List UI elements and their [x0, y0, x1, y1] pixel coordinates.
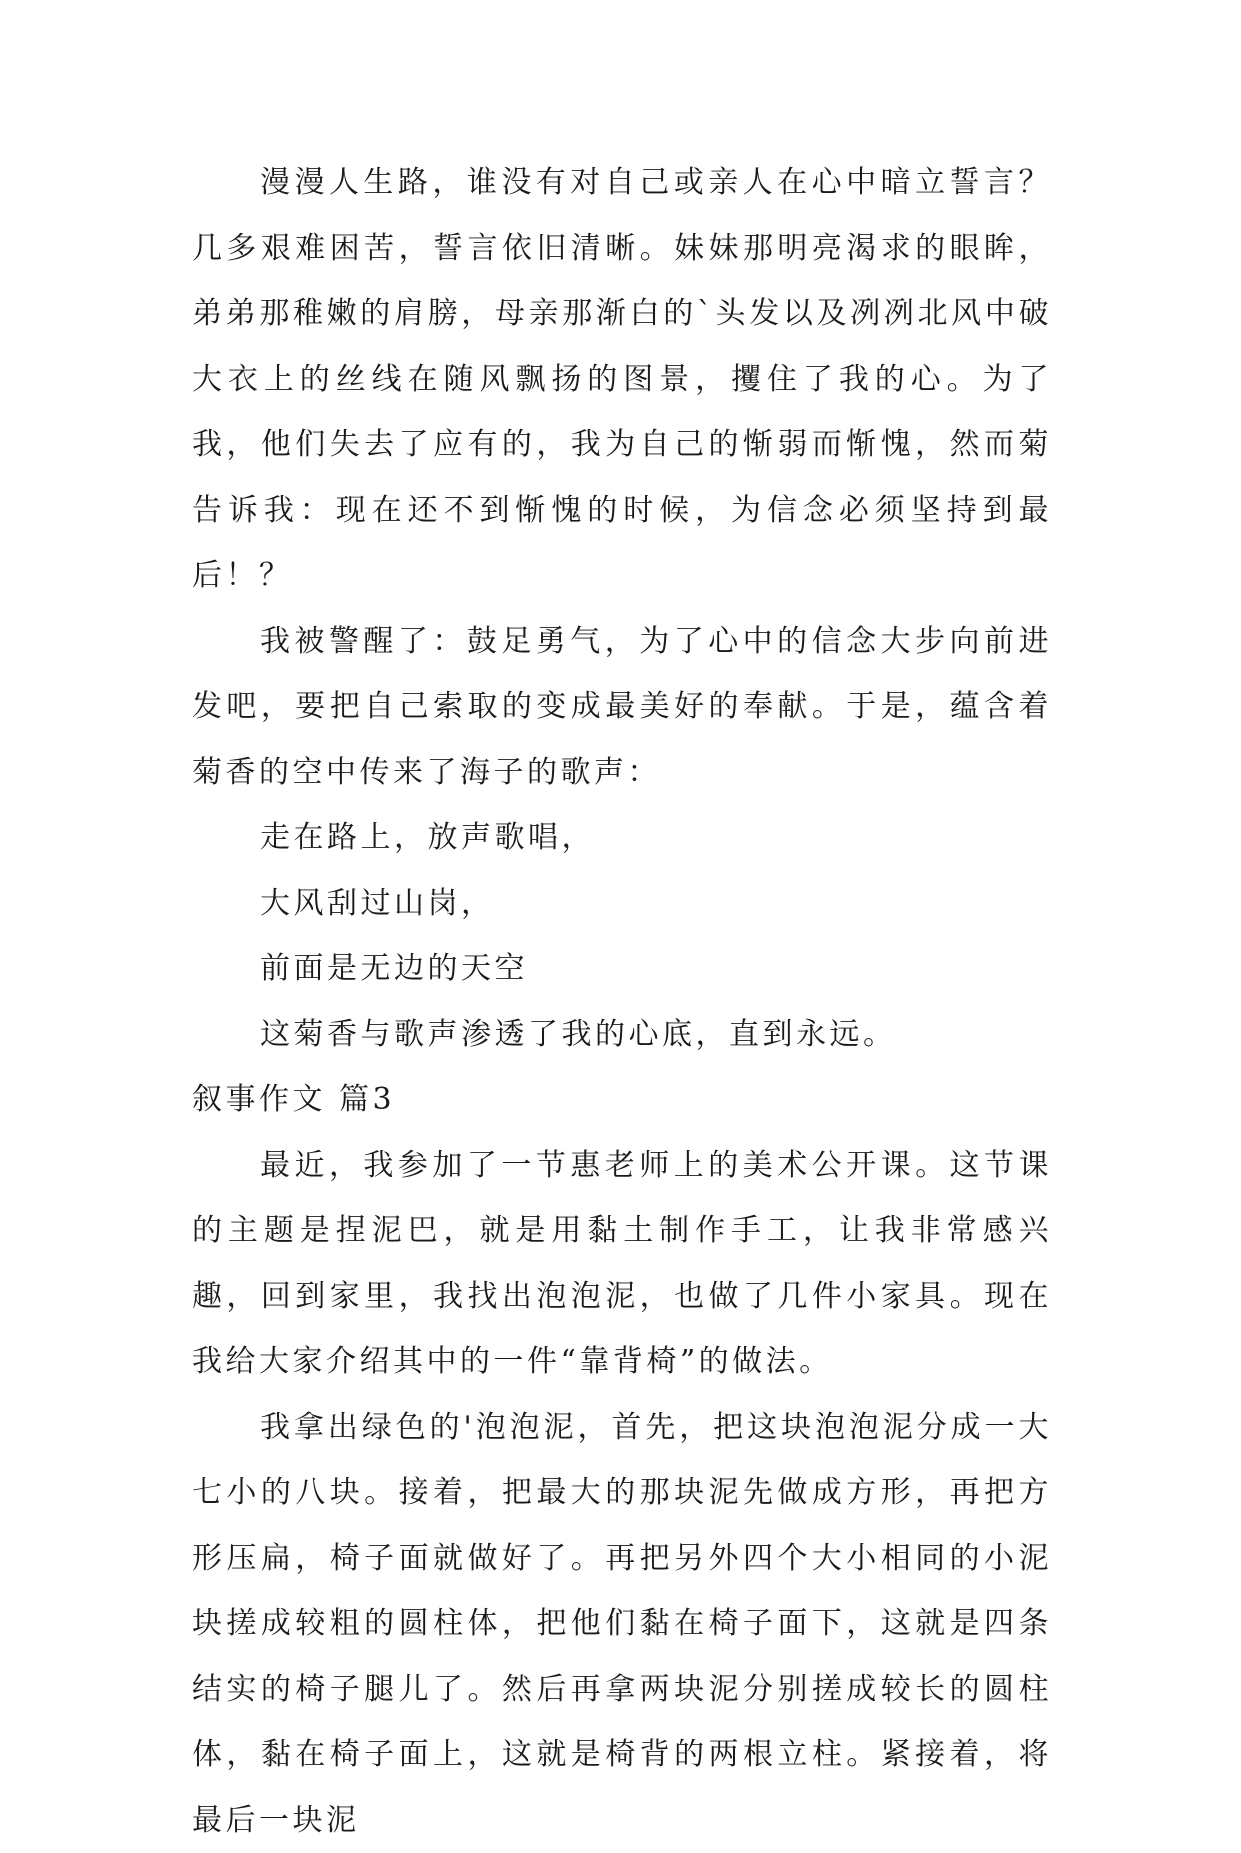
poem-line-1: 走在路上，放声歌唱，	[192, 805, 1052, 871]
document-page	[192, 150, 1052, 1853]
paragraph-closing: 这菊香与歌声渗透了我的心底，直到永远。	[192, 1002, 1052, 1068]
paragraph-chair-steps: 我拿出绿色的'泡泡泥，首先，把这块泡泡泥分成一大七小的八块。接着，把最大的那块泥先做成方形，再把方形压扁，椅子面就做好了。再把另外四个大小相同的小泥块搓成较粗的圆柱体，把他们黏在椅子面下，这就是四条结实的椅子腿儿了。然后再拿两块泥分别搓成较长的圆柱体，黏在椅子面上，这就是椅背的两根立柱。紧接着，将最后一块泥	[192, 1395, 1052, 1853]
section-heading: 叙事作文 篇3	[192, 1067, 1052, 1133]
paragraph-vow: 漫漫人生路，谁没有对自己或亲人在心中暗立誓言？几多艰难困苦，誓言依旧清晰。妹妹那明亮渴求的眼眸，弟弟那稚嫩的肩膀，母亲那渐白的`头发以及冽冽北风中破大衣上的丝线在随风飘扬的图景，攫住了我的心。为了我，他们失去了应有的，我为自己的惭弱而惭愧，然而菊告诉我：现在还不到惭愧的时候，为信念必须坚持到最后！？	[192, 150, 1052, 609]
paragraph-awakened: 我被警醒了：鼓足勇气，为了心中的信念大步向前进发吧，要把自己索取的变成最美好的奉献。于是，蕴含着菊香的空中传来了海子的歌声：	[192, 609, 1052, 806]
poem-line-3: 前面是无边的天空	[192, 936, 1052, 1002]
poem-line-2: 大风刮过山岗，	[192, 871, 1052, 937]
paragraph-art-class: 最近，我参加了一节惠老师上的美术公开课。这节课的主题是捏泥巴，就是用黏土制作手工，让我非常感兴趣，回到家里，我找出泡泡泥，也做了几件小家具。现在我给大家介绍其中的一件“靠背椅”的做法。	[192, 1133, 1052, 1395]
